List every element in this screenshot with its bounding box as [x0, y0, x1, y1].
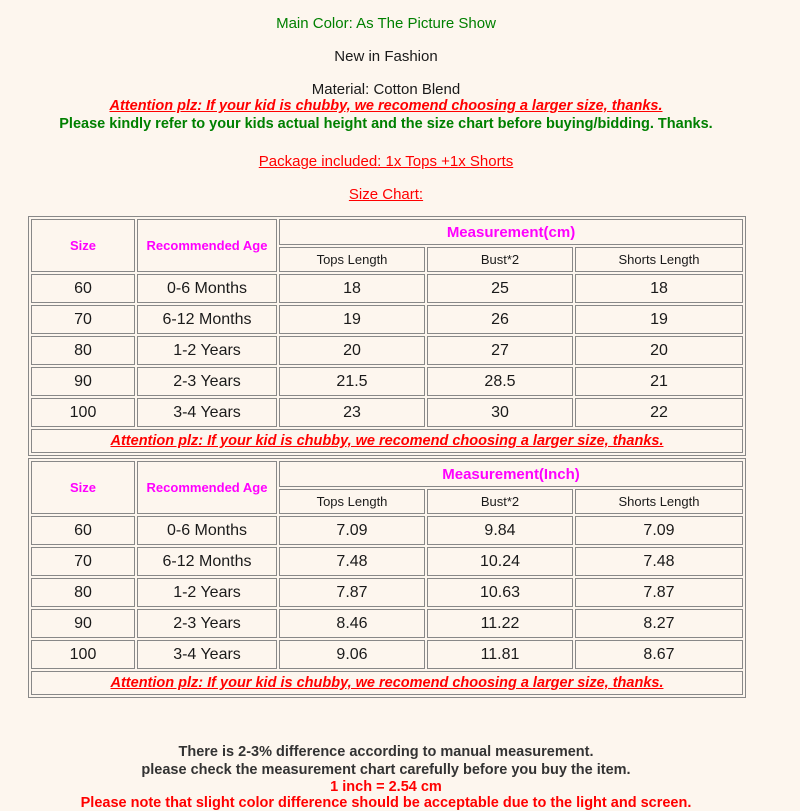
refer-note: Please kindly refer to your kids actual height and the size chart before buying/bidding. Thanks. — [59, 116, 713, 132]
tops-length-cell: 18 — [279, 274, 425, 303]
table-row — [31, 274, 743, 303]
bust-cell: 11.22 — [427, 609, 573, 638]
shorts-length-cell: 21 — [575, 367, 743, 396]
size-table-inch — [28, 458, 746, 698]
shorts-length-cell: 20 — [575, 336, 743, 365]
recommended-age-header: Recommended Age — [137, 461, 277, 514]
size-header: Size — [31, 461, 135, 514]
package-included-line: Package included: 1x Tops +1x Shorts — [258, 153, 514, 170]
table-row — [31, 547, 743, 576]
shorts-length-cell: 8.67 — [575, 640, 743, 669]
inch-conversion-note: 1 inch = 2.54 cm — [330, 779, 442, 795]
table-attention-note: Attention plz: If your kid is chubby, we recomend choosing a larger size, thanks. — [110, 433, 664, 449]
bust-cell: 28.5 — [427, 367, 573, 396]
size-cell: 60 — [31, 516, 135, 545]
material-line: Material: Cotton Blend — [311, 81, 461, 98]
age-cell: 6-12 Months — [137, 305, 277, 334]
table-row — [31, 609, 743, 638]
size-chart-heading: Size Chart: — [348, 186, 424, 203]
tops-length-cell: 9.06 — [279, 640, 425, 669]
column-header: Tops Length — [279, 489, 425, 514]
table-row — [31, 305, 743, 334]
shorts-length-cell: 8.27 — [575, 609, 743, 638]
table-attention-row — [31, 429, 743, 453]
column-header: Shorts Length — [575, 247, 743, 272]
age-cell: 0-6 Months — [137, 516, 277, 545]
attention-note: Attention plz: If your kid is chubby, we recomend choosing a larger size, thanks. — [109, 98, 663, 114]
bust-cell: 10.63 — [427, 578, 573, 607]
tops-length-cell: 7.87 — [279, 578, 425, 607]
table-row — [31, 367, 743, 396]
shorts-length-cell: 7.09 — [575, 516, 743, 545]
bust-cell: 11.81 — [427, 640, 573, 669]
table-row — [31, 578, 743, 607]
tops-length-cell: 7.48 — [279, 547, 425, 576]
size-cell: 60 — [31, 274, 135, 303]
tops-length-cell: 8.46 — [279, 609, 425, 638]
tops-length-cell: 23 — [279, 398, 425, 427]
age-cell: 1-2 Years — [137, 578, 277, 607]
shorts-length-cell: 7.48 — [575, 547, 743, 576]
size-cell: 90 — [31, 367, 135, 396]
check-note: please check the measurement chart carefully before you buy the item. — [141, 762, 631, 778]
bust-cell: 26 — [427, 305, 573, 334]
size-cell: 80 — [31, 578, 135, 607]
bust-cell: 10.24 — [427, 547, 573, 576]
tops-length-cell: 20 — [279, 336, 425, 365]
column-header: Bust*2 — [427, 489, 573, 514]
shorts-length-cell: 19 — [575, 305, 743, 334]
size-header: Size — [31, 219, 135, 272]
age-cell: 3-4 Years — [137, 640, 277, 669]
size-cell: 100 — [31, 398, 135, 427]
age-cell: 1-2 Years — [137, 336, 277, 365]
color-difference-note: Please note that slight color difference should be acceptable due to the light and screen. — [80, 795, 692, 811]
bust-cell: 30 — [427, 398, 573, 427]
age-cell: 2-3 Years — [137, 367, 277, 396]
bust-cell: 25 — [427, 274, 573, 303]
difference-note: There is 2-3% difference according to manual measurement. — [178, 744, 594, 760]
tops-length-cell: 21.5 — [279, 367, 425, 396]
size-cell: 80 — [31, 336, 135, 365]
size-cell: 90 — [31, 609, 135, 638]
column-header: Shorts Length — [575, 489, 743, 514]
table-attention-row — [31, 671, 743, 695]
size-cell: 100 — [31, 640, 135, 669]
shorts-length-cell: 18 — [575, 274, 743, 303]
bust-cell: 9.84 — [427, 516, 573, 545]
age-cell: 0-6 Months — [137, 274, 277, 303]
table-attention-note: Attention plz: If your kid is chubby, we recomend choosing a larger size, thanks. — [110, 675, 664, 691]
age-cell: 6-12 Months — [137, 547, 277, 576]
age-cell: 2-3 Years — [137, 609, 277, 638]
main-color-line: Main Color: As The Picture Show — [276, 15, 496, 32]
new-in-fashion-line: New in Fashion — [334, 48, 438, 65]
age-cell: 3-4 Years — [137, 398, 277, 427]
table-row — [31, 398, 743, 427]
tops-length-cell: 19 — [279, 305, 425, 334]
measurement-header: Measurement(cm) — [279, 219, 743, 245]
shorts-length-cell: 7.87 — [575, 578, 743, 607]
shorts-length-cell: 22 — [575, 398, 743, 427]
table-row — [31, 336, 743, 365]
table-row — [31, 640, 743, 669]
measurement-header: Measurement(Inch) — [279, 461, 743, 487]
column-header: Tops Length — [279, 247, 425, 272]
size-table-cm — [28, 216, 746, 456]
table-row — [31, 516, 743, 545]
bust-cell: 27 — [427, 336, 573, 365]
tops-length-cell: 7.09 — [279, 516, 425, 545]
recommended-age-header: Recommended Age — [137, 219, 277, 272]
column-header: Bust*2 — [427, 247, 573, 272]
size-cell: 70 — [31, 547, 135, 576]
size-cell: 70 — [31, 305, 135, 334]
